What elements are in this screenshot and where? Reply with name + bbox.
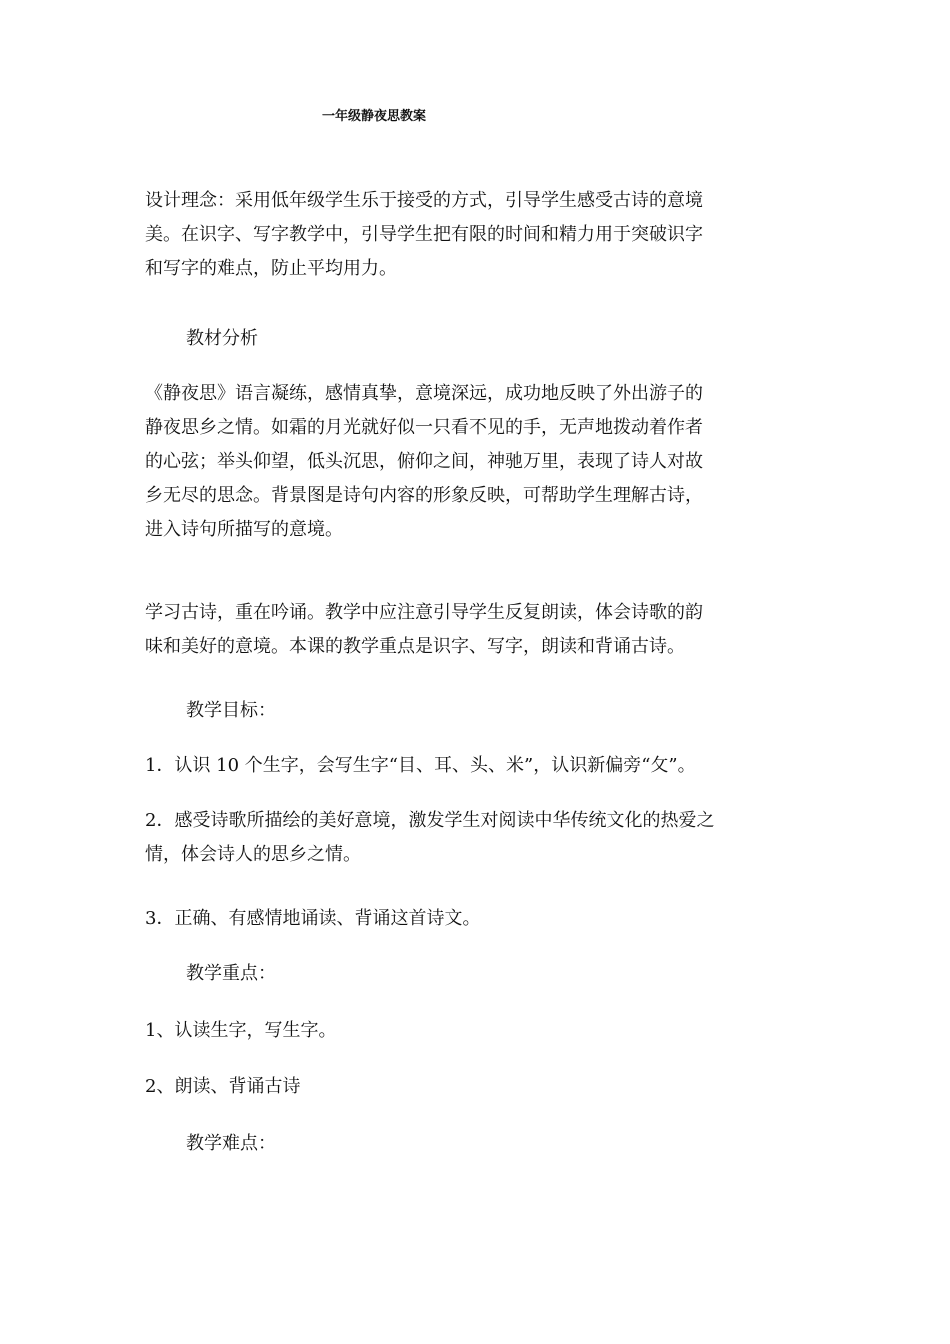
design-concept-paragraph bbox=[145, 184, 703, 286]
study-paragraph bbox=[145, 596, 703, 664]
goal-item-2 bbox=[145, 804, 714, 872]
text-line: 情，体会诗人的思乡之情。 bbox=[145, 844, 361, 865]
text-line: 进入诗句所描写的意境。 bbox=[145, 519, 343, 540]
goals-heading: 教学目标： bbox=[186, 700, 276, 721]
goal-item-3 bbox=[145, 902, 480, 936]
key-points-heading: 教学重点： bbox=[186, 963, 276, 984]
text-line: 乡无尽的思念。背景图是诗句内容的形象反映，可帮助学生理解古诗， bbox=[145, 485, 703, 506]
analysis-paragraph bbox=[145, 377, 703, 547]
text-line: 2．感受诗歌所描绘的美好意境，激发学生对阅读中华传统文化的热爱之 bbox=[145, 810, 715, 831]
text-line: 美。在识字、写字教学中，引导学生把有限的时间和精力用于突破识字 bbox=[145, 224, 703, 245]
text-line: 2、朗读、背诵古诗 bbox=[145, 1076, 301, 1097]
difficulty-heading: 教学难点： bbox=[186, 1133, 276, 1154]
key-point-2 bbox=[145, 1070, 300, 1104]
text-line: 和写字的难点，防止平均用力。 bbox=[145, 258, 397, 279]
text-line: 学习古诗，重在吟诵。教学中应注意引导学生反复朗读，体会诗歌的韵 bbox=[145, 602, 703, 623]
text-line: 的心弦；举头仰望，低头沉思，俯仰之间，神驰万里，表现了诗人对故 bbox=[145, 451, 703, 472]
goal-item-1 bbox=[145, 749, 696, 783]
text-line: 静夜思乡之情。如霜的月光就好似一只看不见的手，无声地拨动着作者 bbox=[145, 417, 703, 438]
text-line: 1、认读生字，写生字。 bbox=[145, 1020, 337, 1041]
text-line: 味和美好的意境。本课的教学重点是识字、写字，朗读和背诵古诗。 bbox=[145, 636, 685, 657]
text-line: 1．认识 10 个生字，会写生字“目、耳、头、米”，认识新偏旁“攵”。 bbox=[145, 755, 696, 776]
text-line: 3．正确、有感情地诵读、背诵这首诗文。 bbox=[145, 908, 481, 929]
document-title: 一年级静夜思教案 bbox=[322, 109, 427, 124]
analysis-heading: 教材分析 bbox=[186, 328, 258, 349]
key-point-1 bbox=[145, 1014, 336, 1048]
text-line: 《静夜思》语言凝练，感情真挚，意境深远，成功地反映了外出游子的 bbox=[145, 383, 703, 404]
text-line: 设计理念：采用低年级学生乐于接受的方式，引导学生感受古诗的意境 bbox=[145, 190, 703, 211]
